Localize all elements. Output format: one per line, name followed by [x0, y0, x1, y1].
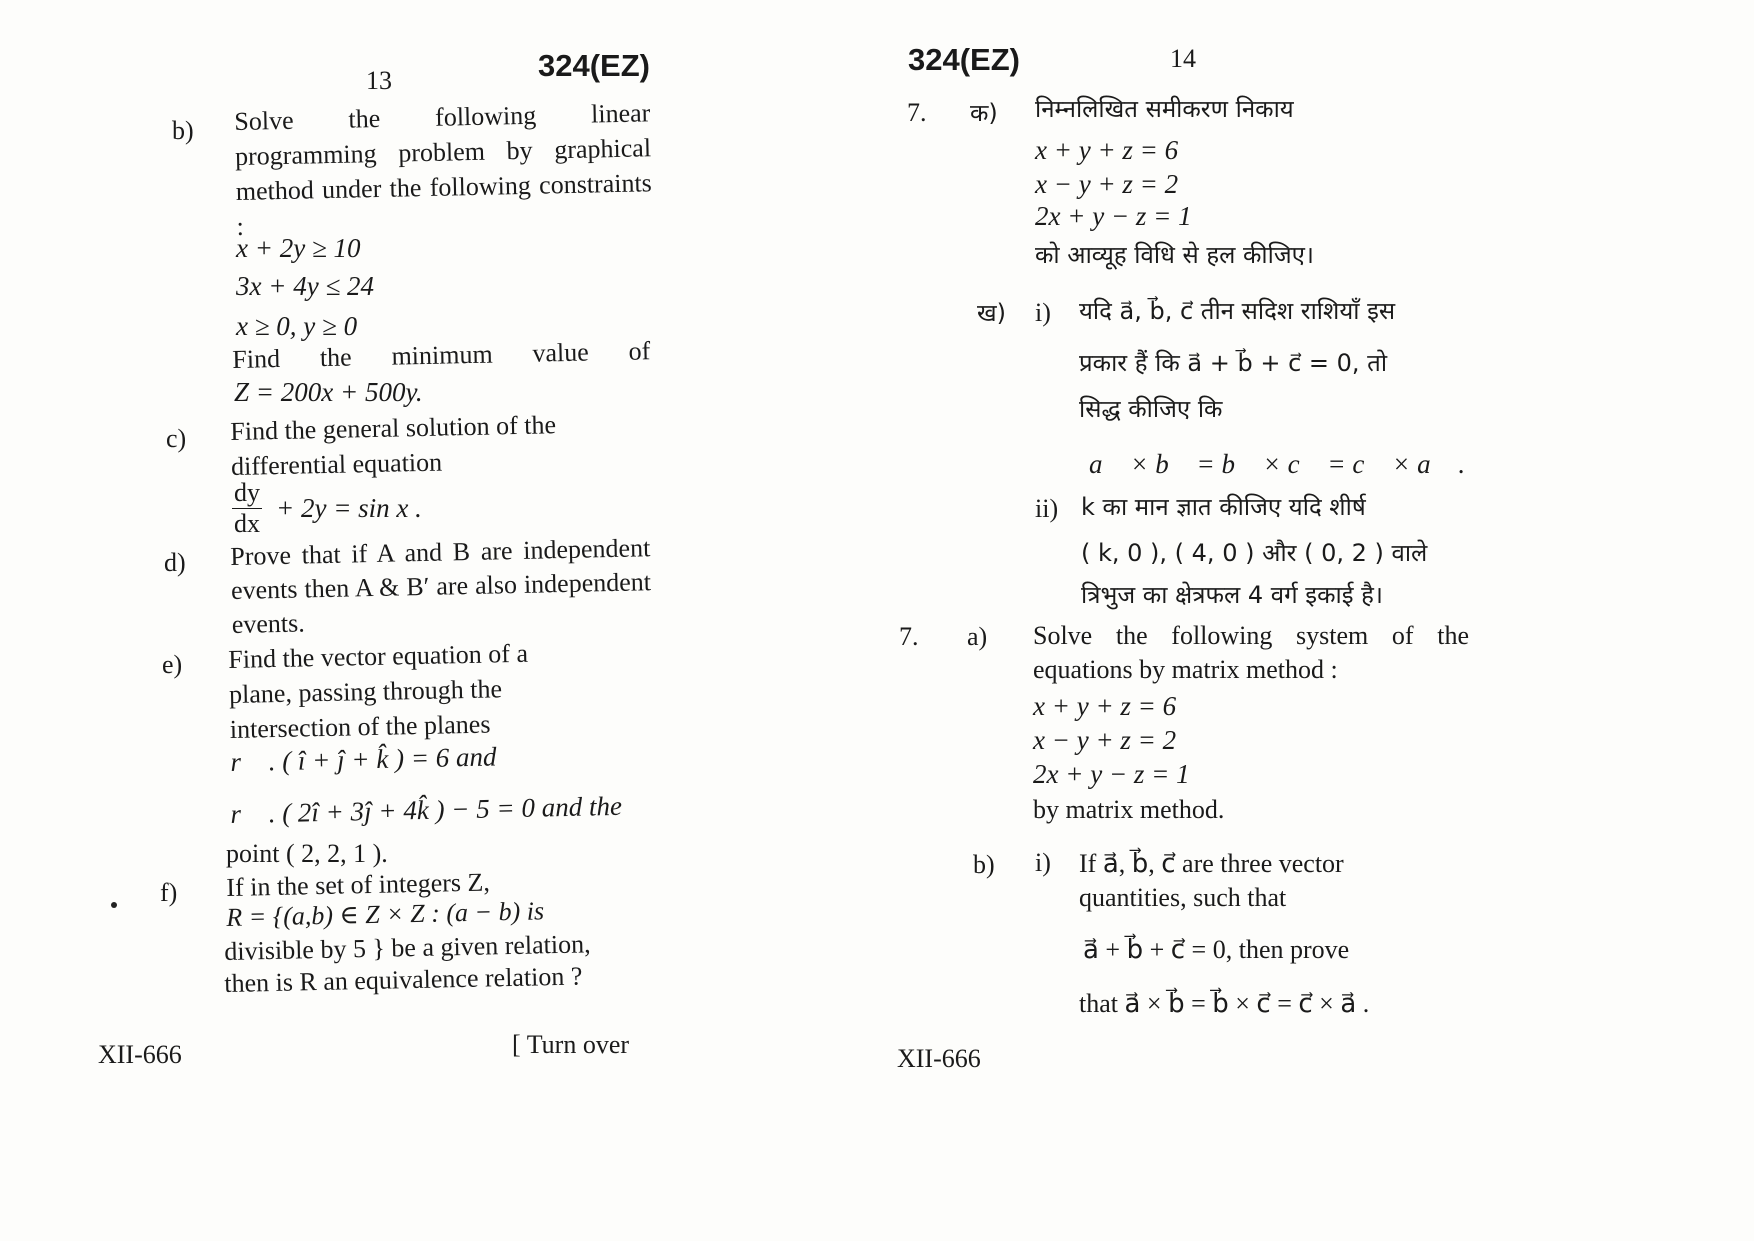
question-a-line-3: by matrix method.	[1033, 795, 1225, 824]
paper-code: 324(EZ)	[538, 48, 650, 83]
question-label-a: a)	[967, 622, 988, 651]
question-label-b-right: b)	[973, 850, 995, 879]
plane-equation-1: r⃗ . ( î + ĵ + k̂ ) = 6 and	[230, 741, 497, 777]
question-f-line-3: divisible by 5 } be a given relation,	[224, 929, 591, 966]
kha-i-line-3: सिद्ध कीजिए कि	[1079, 395, 1223, 423]
page-number: 13	[366, 66, 392, 95]
question-e-text: Find the vector equation of a plane, passing through the intersection of the planes	[228, 638, 529, 744]
kha-i-equation: a⃗ × b⃗ = b⃗ × c⃗ = c⃗ × a⃗ .	[1089, 449, 1466, 479]
question-b-i-line-2: quantities, such that	[1079, 883, 1287, 912]
english-equation-3: 2x + y − z = 1	[1033, 759, 1190, 789]
question-7-number-english: 7.	[899, 622, 919, 651]
question-ka-text: निम्नलिखित समीकरण निकाय	[1035, 95, 1294, 123]
kha-ii-line-1: k का मान ज्ञात कीजिए यदि शीर्ष	[1081, 493, 1366, 521]
constraint-1: x + 2y ≥ 10	[236, 233, 361, 263]
question-label-b: b)	[172, 116, 194, 145]
kha-i-line-2: प्रकार हैं कि a⃗ + b⃗ + c⃗ = 0, तो	[1079, 349, 1388, 377]
footer-code: XII-666	[897, 1044, 981, 1073]
sub-label-i-english: i)	[1035, 848, 1051, 877]
question-b-i-line-1: If a⃗, b⃗, c⃗ are three vector	[1079, 849, 1344, 878]
question-label-e: e)	[162, 650, 183, 679]
question-f-line-2: R = {(a,b) ∈ Z × Z : (a − b) is	[226, 896, 545, 932]
point-coordinates: point ( 2, 2, 1 ).	[226, 839, 388, 868]
derivative-fraction	[232, 478, 262, 539]
question-label-c: c)	[166, 424, 187, 453]
kha-i-line-1: यदि a⃗, b⃗, c⃗ तीन सदिश राशियाँ इस	[1079, 297, 1396, 325]
question-label-kha: ख)	[977, 299, 1006, 327]
hindi-equation-1: x + y + z = 6	[1035, 135, 1179, 165]
plane-equation-2: r⃗ . ( 2î + 3ĵ + 4k̂ ) − 5 = 0 and the	[230, 790, 623, 829]
question-b-i-line-3: a⃗ + b⃗ + c⃗ = 0, then prove	[1083, 935, 1350, 964]
question-ka-text-2: को आव्यूह विधि से हल कीजिए।	[1035, 241, 1315, 269]
question-b-i-line-4: that a⃗ × b⃗ = b⃗ × c⃗ = c⃗ × a⃗ .	[1079, 989, 1370, 1018]
english-equation-1: x + y + z = 6	[1033, 691, 1177, 721]
fraction-denominator: dx	[234, 509, 260, 538]
objective-function: Z = 200x + 500y.	[234, 377, 423, 407]
footer-code: XII-666	[98, 1040, 182, 1069]
fraction-numerator: dy	[234, 478, 260, 507]
margin-bullet	[111, 902, 117, 908]
hindi-equation-3: 2x + y − z = 1	[1035, 201, 1192, 231]
english-equation-2: x − y + z = 2	[1033, 725, 1177, 755]
question-d-text: Prove that if A and B are independent events then A & B′ are also independent events.	[230, 533, 652, 639]
question-c-text: Find the general solution of the differential equation	[230, 410, 557, 481]
question-a-line-2: equations by matrix method :	[1033, 655, 1338, 684]
constraint-3: x ≥ 0, y ≥ 0	[236, 311, 358, 341]
page-number: 14	[1170, 44, 1196, 73]
kha-ii-line-3: त्रिभुज का क्षेत्रफल 4 वर्ग इकाई है।	[1081, 581, 1383, 609]
differential-equation-rest: + 2y = sin x .	[276, 493, 422, 523]
question-label-d: d)	[164, 548, 186, 577]
sub-label-ii-hindi: ii)	[1035, 494, 1059, 523]
paper-code: 324(EZ)	[908, 42, 1020, 77]
question-f-line-1: If in the set of integers Z,	[226, 867, 491, 902]
question-b-text: Solve the following linear programming problem by graphical method under the following constraints :	[234, 98, 653, 241]
sub-label-i-hindi: i)	[1035, 298, 1051, 327]
question-b-find: Find the minimum value of	[232, 336, 651, 374]
turn-over: [ Turn over	[512, 1030, 630, 1059]
kha-ii-line-2: ( k, 0 ), ( 4, 0 ) और ( 0, 2 ) वाले	[1081, 539, 1428, 567]
question-label-ka: क)	[970, 99, 998, 127]
question-a-line-1: Solve the following system of the	[1033, 621, 1469, 650]
constraint-2: 3x + 4y ≤ 24	[236, 271, 375, 301]
right-page	[877, 0, 1754, 1241]
question-f-line-4: then is R an equivalence relation ?	[224, 961, 583, 998]
hindi-equation-2: x − y + z = 2	[1035, 169, 1179, 199]
question-7-number-hindi: 7.	[907, 98, 927, 127]
question-label-f: f)	[160, 878, 178, 907]
